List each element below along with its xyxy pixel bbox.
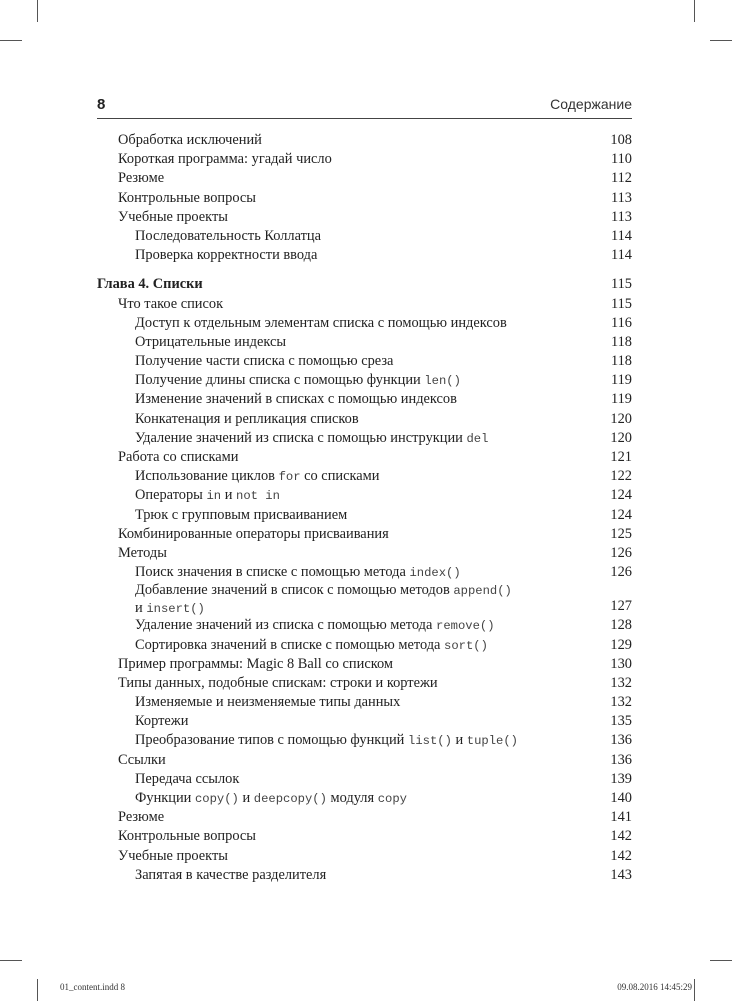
toc-subsection-entry — [97, 789, 632, 808]
toc-entry-title: Глава 4. Списки — [97, 276, 203, 293]
toc-subsection-entry — [97, 333, 632, 352]
toc-page-number: 130 — [610, 655, 632, 672]
toc-page-number: 108 — [610, 132, 632, 148]
toc-section-entry — [97, 525, 632, 544]
header-rule — [97, 118, 632, 119]
code-fragment: not in — [236, 489, 280, 504]
toc-section-entry — [97, 208, 632, 227]
toc-section-entry — [97, 189, 632, 208]
toc-section-entry — [97, 847, 632, 866]
toc-subsection-entry — [97, 731, 632, 750]
toc-subsection-entry — [97, 693, 632, 712]
code-fragment: len() — [424, 374, 461, 389]
toc-entry-title — [135, 636, 488, 656]
toc-page-number: 127 — [610, 598, 632, 615]
toc-page-number: 113 — [610, 189, 632, 206]
text-fragment: Удаление значений из списка с помощью инструкции — [135, 429, 467, 446]
footer-timestamp: 09.08.2016 14:45:29 — [617, 982, 692, 992]
crop-mark-right-top — [710, 40, 732, 41]
crop-mark-top-left — [37, 0, 38, 22]
text-fragment: и — [135, 600, 147, 617]
toc-page-number: 112 — [610, 170, 632, 187]
toc-entry-title: Резюме — [118, 170, 165, 187]
toc-entry-title — [135, 467, 379, 487]
toc-page-number: 124 — [610, 506, 632, 523]
toc-entry-title: Комбинированные операторы присваивания — [118, 525, 389, 542]
toc-section-entry — [97, 169, 632, 188]
toc-page-number: 120 — [610, 410, 632, 427]
toc-page-number: 140 — [610, 790, 632, 806]
toc-entry-title: Короткая программа: угадай число — [118, 151, 332, 168]
table-of-contents — [97, 131, 632, 885]
toc-section-entry — [97, 808, 632, 827]
toc-entry-title: Доступ к отдельным элементам списка с помощью индексов — [135, 314, 507, 331]
toc-section-entry — [97, 827, 632, 846]
toc-entry-title: Обработка исключений — [118, 132, 262, 148]
code-fragment: for — [278, 470, 301, 485]
page-number: 8 — [97, 96, 106, 113]
code-fragment: in — [206, 489, 222, 504]
toc-entry-title: Отрицательные индексы — [135, 333, 287, 350]
toc-page-number: 143 — [610, 866, 632, 883]
text-fragment: Функции — [135, 790, 195, 806]
text-fragment: и — [221, 487, 236, 504]
text-fragment: Использование циклов — [135, 468, 279, 485]
toc-entry-title: Изменение значений в списках с помощью индексов — [135, 391, 457, 408]
toc-entry-title — [135, 731, 518, 751]
toc-page-number: 135 — [610, 713, 632, 730]
toc-page-number: 122 — [610, 468, 632, 485]
code-fragment: del — [466, 431, 489, 446]
crop-mark-right-bottom — [710, 960, 732, 961]
toc-page-number: 116 — [610, 314, 632, 331]
toc-subsection-entry — [97, 410, 632, 429]
toc-entry-title — [135, 789, 407, 809]
toc-subsection-entry — [97, 563, 632, 582]
toc-section-entry — [97, 655, 632, 674]
toc-entry-title: Методы — [118, 544, 167, 561]
toc-subsection-entry — [97, 770, 632, 789]
toc-page-number: 115 — [610, 276, 632, 293]
crop-mark-left-top — [0, 40, 22, 41]
toc-page-number: 126 — [610, 544, 632, 561]
toc-page-number: 139 — [610, 770, 632, 787]
toc-subsection-entry — [97, 636, 632, 655]
running-title: Содержание — [550, 96, 632, 112]
toc-subsection-entry — [97, 352, 632, 371]
code-fragment: deepcopy() — [253, 792, 327, 806]
toc-entry-title — [135, 616, 495, 636]
toc-page-number: 119 — [610, 372, 632, 389]
toc-page-number: 142 — [610, 828, 632, 845]
text-fragment: Поиск значения в списке с помощью метода — [135, 564, 410, 581]
crop-mark-top-right — [694, 0, 695, 22]
toc-page-number: 136 — [610, 751, 632, 768]
section-spacer — [97, 265, 632, 275]
toc-entry-title — [135, 371, 461, 391]
toc-page-number: 120 — [610, 429, 632, 446]
toc-entry-title — [135, 429, 488, 449]
toc-entry-title: Что такое список — [118, 295, 224, 312]
toc-subsection-entry — [97, 429, 632, 448]
toc-subsection-entry — [97, 712, 632, 731]
text-fragment: Сортировка значений в списке с помощью метода — [135, 636, 445, 653]
toc-page-number: 132 — [610, 674, 632, 691]
text-fragment: Преобразование типов с помощью функций — [135, 732, 408, 749]
toc-subsection-entry — [97, 390, 632, 409]
toc-entry-title: Учебные проекты — [118, 208, 228, 225]
toc-entry-title: Ссылки — [118, 751, 166, 768]
code-fragment: insert() — [146, 602, 205, 617]
code-fragment: copy() — [194, 792, 239, 806]
text-fragment: Удаление значений из списка с помощью метода — [135, 617, 436, 634]
toc-entry-title: Трюк с групповым присваиванием — [135, 506, 348, 523]
toc-entry-title: Контрольные вопросы — [118, 828, 256, 845]
toc-page-number: 114 — [610, 227, 632, 244]
toc-chapter-entry — [97, 275, 632, 294]
toc-page-number: 124 — [610, 487, 632, 504]
text-fragment: со списками — [300, 468, 380, 485]
toc-entry-title — [135, 582, 512, 618]
toc-page-number: 114 — [610, 247, 632, 264]
toc-subsection-entry — [97, 467, 632, 486]
footer-file-info: 01_content.indd 8 — [60, 982, 125, 992]
toc-entry-title — [135, 563, 461, 583]
toc-entry-title: Передача ссылок — [135, 770, 240, 787]
toc-section-entry — [97, 544, 632, 563]
toc-entry-title: Проверка корректности ввода — [135, 247, 318, 264]
code-fragment: copy — [377, 792, 407, 806]
toc-page-number: 136 — [610, 732, 632, 749]
toc-entry-title: Учебные проекты — [118, 847, 228, 864]
toc-page-number: 128 — [610, 617, 632, 634]
toc-page-number: 125 — [610, 525, 632, 542]
toc-page-number: 132 — [610, 694, 632, 711]
toc-entry-title: Конкатенация и репликация списков — [135, 410, 359, 427]
text-fragment: и — [451, 732, 467, 749]
text-fragment: Добавление значений в список с помощью методов — [135, 582, 454, 599]
toc-page-number: 141 — [610, 809, 632, 826]
toc-subsection-entry — [97, 582, 632, 616]
toc-page-number: 142 — [610, 847, 632, 864]
toc-entry-title — [135, 486, 280, 506]
text-fragment: Операторы — [135, 487, 207, 504]
code-fragment: tuple() — [466, 734, 518, 749]
toc-page-number: 126 — [610, 564, 632, 581]
toc-subsection-entry — [97, 227, 632, 246]
text-fragment: и — [238, 790, 254, 806]
page-header — [97, 96, 632, 118]
code-fragment: sort() — [444, 638, 488, 653]
code-fragment: append() — [453, 584, 512, 599]
toc-entry-title: Резюме — [118, 809, 165, 826]
toc-entry-title: Последовательность Коллатца — [135, 227, 322, 244]
toc-entry-title: Контрольные вопросы — [118, 189, 256, 206]
toc-page-number: 119 — [610, 391, 632, 408]
text-fragment: модуля — [326, 790, 378, 806]
toc-entry-title: Кортежи — [135, 713, 189, 730]
toc-section-entry — [97, 150, 632, 169]
toc-page-number: 115 — [610, 295, 632, 312]
toc-entry-title: Получение части списка с помощью среза — [135, 353, 394, 370]
toc-page-number: 118 — [610, 353, 632, 370]
toc-section-entry — [97, 751, 632, 770]
toc-entry-title: Типы данных, подобные спискам: строки и кортежи — [118, 674, 438, 691]
code-fragment: remove() — [436, 619, 495, 634]
toc-section-entry — [97, 448, 632, 467]
toc-subsection-entry — [97, 246, 632, 265]
crop-mark-bottom-left — [37, 979, 38, 1001]
toc-subsection-entry — [97, 486, 632, 505]
toc-entry-title: Пример программы: Magic 8 Ball со списком — [118, 655, 394, 672]
crop-mark-left-bottom — [0, 960, 22, 961]
toc-page-number: 118 — [610, 333, 632, 350]
toc-section-entry — [97, 295, 632, 314]
toc-section-entry — [97, 674, 632, 693]
toc-section-entry — [97, 131, 632, 150]
code-fragment: index() — [409, 566, 461, 581]
toc-subsection-entry — [97, 506, 632, 525]
toc-page-number: 121 — [610, 449, 632, 465]
code-fragment: list() — [408, 734, 452, 749]
toc-subsection-entry — [97, 616, 632, 635]
text-fragment: Получение длины списка с помощью функции — [135, 372, 425, 389]
toc-page-number: 113 — [610, 208, 632, 225]
toc-entry-title: Запятая в качестве разделителя — [135, 866, 327, 883]
toc-subsection-entry — [97, 314, 632, 333]
toc-subsection-entry — [97, 371, 632, 390]
crop-mark-bottom-right — [694, 979, 695, 1001]
toc-entry-title: Работа со списками — [118, 449, 239, 465]
toc-entry-title: Изменяемые и неизменяемые типы данных — [135, 694, 401, 711]
toc-page-number: 129 — [610, 636, 632, 653]
toc-subsection-entry — [97, 866, 632, 885]
toc-page-number: 110 — [610, 151, 632, 168]
